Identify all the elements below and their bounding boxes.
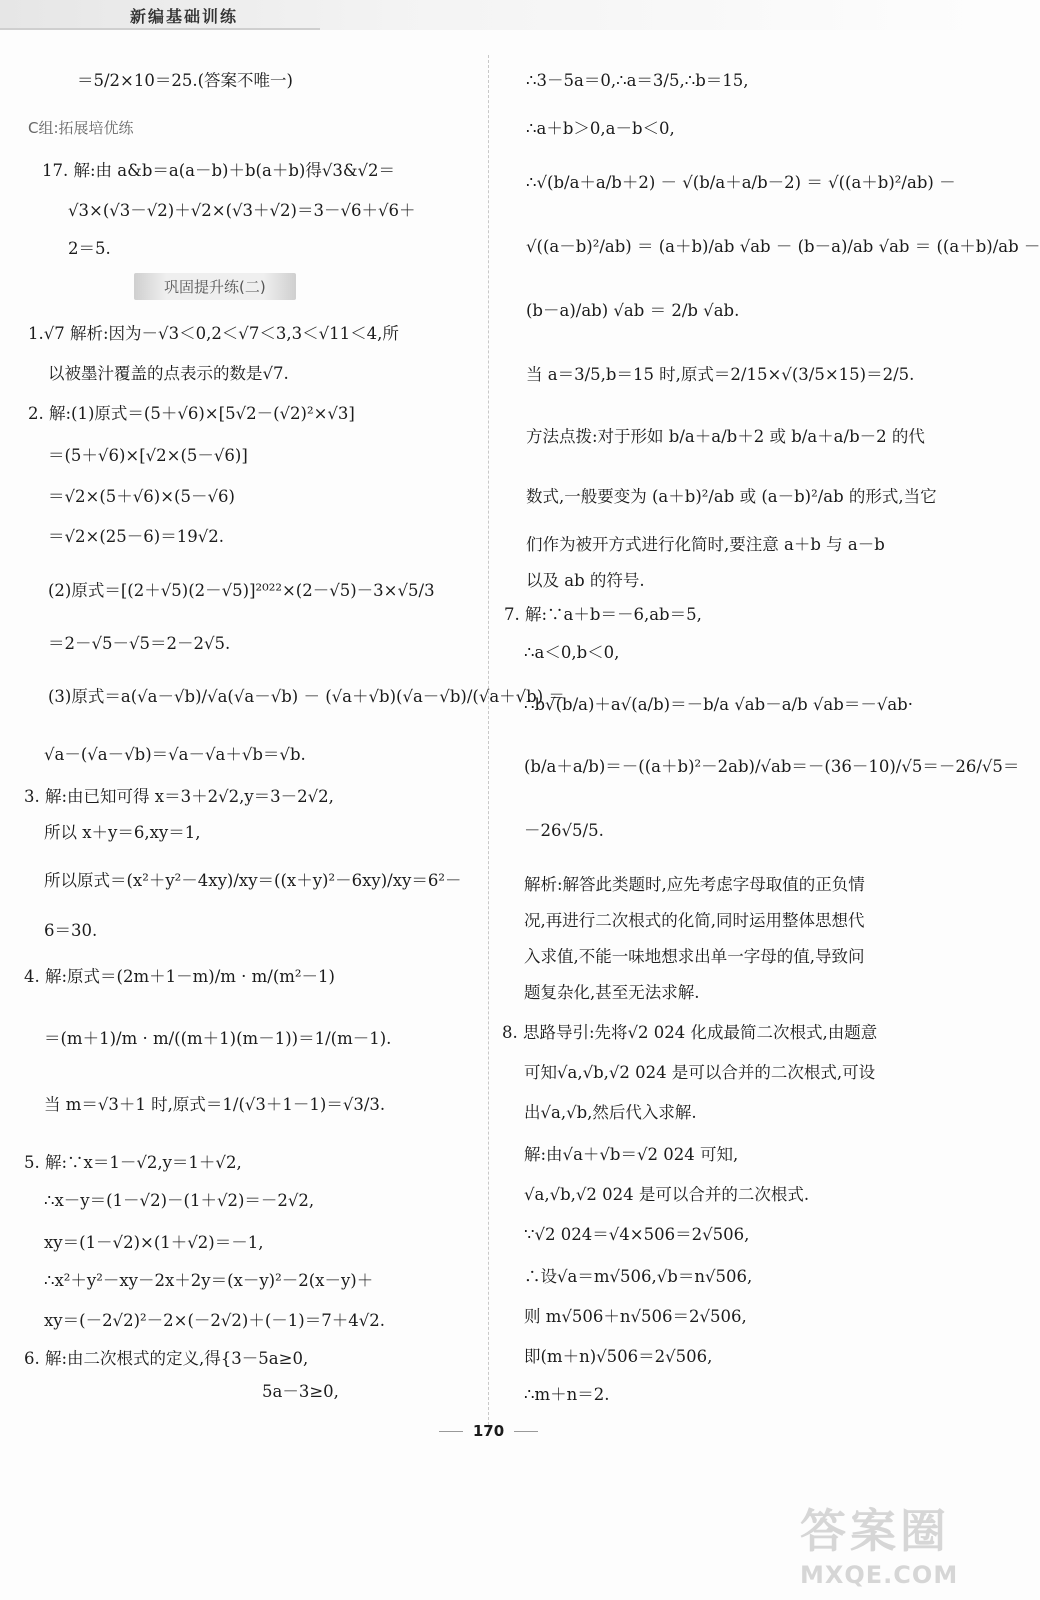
text-line: 数式,一般要变为 (a＋b)²/ab 或 (a－b)²/ab 的形式,当它 (526, 487, 937, 506)
text-line: (3)原式＝a(√a－√b)/√a(√a－√b) － (√a＋√b)(√a－√b)/(√a＋√b) ＝ (48, 687, 565, 706)
column-divider (488, 55, 489, 1435)
text-line: 所以原式＝(x²＋y²－4xy)/xy＝((x＋y)²－6xy)/xy＝6²－ (44, 871, 462, 890)
question-17: 17. 解:由 a&b＝a(a－b)＋b(a＋b)得√3&√2＝ (42, 161, 396, 180)
text-line: 即(m＋n)√506＝2√506, (524, 1347, 713, 1366)
watermark-logo-text: 答案圈 (800, 1504, 950, 1558)
text-line: ＝5/2×10＝25.(答案不唯一) (77, 71, 293, 90)
text-line: 当 a＝3/5,b＝15 时,原式＝2/15×√(3/5×15)＝2/5. (526, 365, 915, 384)
text-line: 出√a,√b,然后代入求解. (524, 1103, 697, 1122)
text-line: 解:由√a＋√b＝√2 024 可知, (524, 1145, 739, 1164)
text-line: ＝(5＋√6)×[√2×(5－√6)] (48, 446, 248, 465)
text-line: ∴x－y＝(1－√2)－(1＋√2)＝－2√2, (44, 1191, 315, 1210)
question-6: 6. 解:由二次根式的定义,得{3－5a≥0, (24, 1349, 309, 1368)
question-7: 7. 解:∵a＋b＝－6,ab＝5, (504, 605, 702, 624)
page-number (0, 1422, 977, 1440)
text-line: ＝2－√5－√5＝2－2√5. (48, 634, 231, 653)
question-5: 5. 解:∵x＝1－√2,y＝1＋√2, (24, 1153, 242, 1172)
text-line: ∴b√(b/a)＋a√(a/b)＝－b/a √ab－a/b √ab＝－√ab· (524, 695, 913, 714)
text-line: ∴设√a＝m√506,√b＝n√506, (524, 1267, 753, 1286)
text-line: ∴a＜0,b＜0, (524, 643, 620, 662)
text-line: 入求值,不能一味地想求出单一字母的值,导致问 (524, 947, 865, 966)
text-line: (b－a)/ab) √ab ＝ 2/b √ab. (526, 301, 740, 320)
question-1: 1.√7 解析:因为－√3＜0,2＜√7＜3,3＜√11＜4,所 (28, 324, 399, 343)
page-number-text: 170 (472, 1422, 505, 1440)
question-8: 8. 思路导引:先将√2 024 化成最简二次根式,由题意 (502, 1023, 878, 1042)
text-line: －26√5/5. (524, 821, 604, 840)
watermark (800, 1495, 960, 1590)
section-badge: 巩固提升练(二) (134, 273, 296, 300)
text-line: ＝(m＋1)/m · m/((m＋1)(m－1))＝1/(m－1). (44, 1029, 392, 1048)
group-heading: C组:拓展培优练 (28, 119, 134, 137)
text-line: √a－(√a－√b)＝√a－√a＋√b＝√b. (44, 745, 306, 764)
text-line: ∴3－5a＝0,∴a＝3/5,∴b＝15, (526, 71, 749, 90)
text-line: 2＝5. (68, 239, 111, 258)
page-header (0, 0, 977, 30)
text-line: 们作为被开方式进行化简时,要注意 a＋b 与 a－b (526, 535, 885, 554)
text-line: (b/a＋a/b)＝－((a＋b)²－2ab)/√ab＝－(36－10)/√5＝－26/√5＝ (524, 757, 1020, 776)
text-line: ∴√(b/a＋a/b＋2) － √(b/a＋a/b－2) ＝ √((a＋b)²/ab) － (526, 173, 956, 192)
text-line: 况,再进行二次根式的化简,同时运用整体思想代 (524, 911, 865, 930)
text-line: 可知√a,√b,√2 024 是可以合并的二次根式,可设 (524, 1063, 876, 1082)
header-rule (0, 28, 320, 30)
text-line: ∴x²＋y²－xy－2x＋2y＝(x－y)²－2(x－y)＋ (44, 1271, 374, 1290)
text-line: 当 m＝√3＋1 时,原式＝1/(√3＋1－1)＝√3/3. (44, 1095, 386, 1114)
text-line: √3×(√3－√2)＋√2×(√3＋√2)＝3－√6＋√6＋ (68, 201, 416, 220)
text-line: ∴a＋b＞0,a－b＜0, (526, 119, 675, 138)
book-title: 新编基础训练 (130, 7, 239, 26)
text-line: ∴m＋n＝2. (524, 1385, 610, 1404)
text-line: 6＝30. (44, 921, 98, 940)
question-4: 4. 解:原式＝(2m＋1－m)/m · m/(m²－1) (24, 967, 335, 986)
text-line: 所以 x＋y＝6,xy＝1, (44, 823, 201, 842)
text-line: √a,√b,√2 024 是可以合并的二次根式. (524, 1185, 810, 1204)
text-line: ＝√2×(25－6)＝19√2. (48, 527, 224, 546)
text-line: ∵√2 024＝√4×506＝2√506, (524, 1225, 750, 1244)
text-line: 以及 ab 的符号. (526, 571, 645, 590)
text-line: 5a－3≥0, (262, 1382, 339, 1401)
text-line: 题复杂化,甚至无法求解. (524, 983, 700, 1002)
text-line: 则 m√506＋n√506＝2√506, (524, 1307, 747, 1326)
text-line: xy＝(－2√2)²－2×(－2√2)＋(－1)＝7＋4√2. (44, 1311, 385, 1330)
question-2: 2. 解:(1)原式＝(5＋√6)×[5√2－(√2)²×√3] (28, 404, 355, 423)
analysis: 解析:解答此类题时,应先考虑字母取值的正负情 (524, 875, 865, 894)
text-line: 以被墨汁覆盖的点表示的数是√7. (48, 364, 289, 383)
text-line: √((a－b)²/ab) ＝ (a＋b)/ab √ab － (b－a)/ab √ab ＝ ((a＋b)/ab － (526, 237, 1040, 256)
method-tip: 方法点拨:对于形如 b/a＋a/b＋2 或 b/a＋a/b－2 的代 (526, 427, 925, 446)
watermark-url: MXQE.COM (800, 1561, 959, 1589)
question-3: 3. 解:由已知可得 x＝3＋2√2,y＝3－2√2, (24, 787, 334, 806)
text-line: (2)原式＝[(2＋√5)(2－√5)]²⁰²²×(2－√5)－3×√5/3 (48, 581, 435, 600)
text-line: ＝√2×(5＋√6)×(5－√6) (48, 487, 235, 506)
text-line: xy＝(1－√2)×(1＋√2)＝－1, (44, 1233, 264, 1252)
